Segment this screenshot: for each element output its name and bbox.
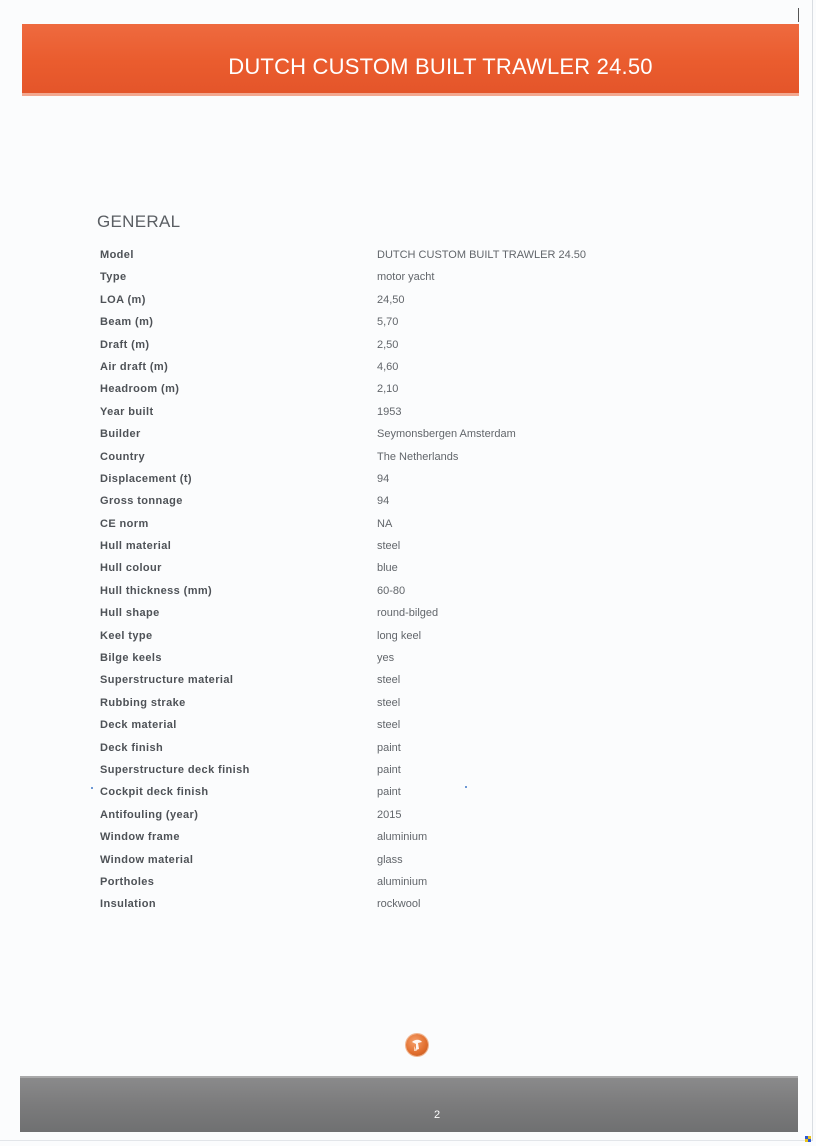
spec-value: 4,60 <box>377 360 399 373</box>
spec-label: Antifouling (year) <box>100 808 199 821</box>
spec-row <box>100 630 660 652</box>
spec-row <box>100 719 660 741</box>
spec-value: glass <box>377 853 403 866</box>
spec-label: Insulation <box>100 898 156 911</box>
spec-label: Deck material <box>100 719 177 732</box>
spec-value: 1953 <box>377 405 402 418</box>
spec-label: Rubbing strake <box>100 696 186 709</box>
spec-value: 94 <box>377 495 390 508</box>
spec-table <box>100 249 660 921</box>
crop-mark <box>798 8 799 22</box>
spec-value: The Netherlands <box>377 450 459 463</box>
spec-label: Deck finish <box>100 741 164 754</box>
spec-label: Builder <box>100 428 141 441</box>
spec-value: motor yacht <box>377 271 435 284</box>
spec-label: CE norm <box>100 517 149 530</box>
spec-label: Hull thickness (mm) <box>100 584 213 597</box>
spec-label: Hull material <box>100 540 172 553</box>
spec-value: 94 <box>377 472 390 485</box>
spec-label: Draft (m) <box>100 338 150 351</box>
spec-row <box>100 383 660 405</box>
spec-value: 2,10 <box>377 383 399 396</box>
spec-value: rockwool <box>377 898 421 911</box>
spec-row <box>100 809 660 831</box>
spec-label: Window frame <box>100 831 180 844</box>
spec-label: Model <box>100 249 134 261</box>
spec-value: aluminium <box>377 831 428 844</box>
footer-band <box>20 1076 798 1132</box>
spec-row <box>100 898 660 920</box>
spec-value: steel <box>377 719 401 732</box>
spec-label: Superstructure deck finish <box>100 763 250 776</box>
spec-value: aluminium <box>377 875 428 888</box>
spec-value: yes <box>377 652 395 665</box>
spec-row <box>100 562 660 584</box>
spec-value: 5,70 <box>377 316 399 329</box>
document-title: DUTCH CUSTOM BUILT TRAWLER 24.50 <box>228 54 653 79</box>
spec-label: Air draft (m) <box>100 360 169 373</box>
spec-value: blue <box>377 562 398 575</box>
spec-label: Hull colour <box>100 562 162 575</box>
spec-label: Displacement (t) <box>100 472 192 485</box>
spec-value: steel <box>377 540 401 553</box>
spec-row <box>100 786 660 808</box>
spec-value: steel <box>377 696 401 709</box>
spec-label: Year built <box>100 405 154 418</box>
page-number: 2 <box>433 1109 441 1121</box>
spec-value: steel <box>377 674 401 687</box>
spec-label: Hull shape <box>100 607 160 620</box>
spec-row <box>100 294 660 316</box>
spec-row <box>100 473 660 495</box>
spec-row <box>100 876 660 898</box>
spec-value: paint <box>377 786 401 799</box>
spec-row <box>100 652 660 674</box>
spec-value: DUTCH CUSTOM BUILT TRAWLER 24.50 <box>377 249 587 261</box>
spec-row <box>100 697 660 719</box>
spec-label: Superstructure material <box>100 674 234 687</box>
spec-value: 2,50 <box>377 338 399 351</box>
scan-speck <box>91 787 93 789</box>
spec-row <box>100 585 660 607</box>
spec-label: Portholes <box>100 875 155 888</box>
spec-label: Gross tonnage <box>100 495 183 508</box>
spec-value: paint <box>377 763 401 776</box>
spec-value: NA <box>377 517 393 530</box>
spec-row <box>100 518 660 540</box>
spec-row <box>100 361 660 383</box>
spec-row <box>100 607 660 629</box>
spec-value: 2015 <box>377 808 402 821</box>
spec-row <box>100 428 660 450</box>
spec-row <box>100 249 660 271</box>
spec-label: Cockpit deck finish <box>100 786 209 799</box>
spec-row <box>100 495 660 517</box>
spec-row <box>100 854 660 876</box>
spec-value: 24,50 <box>377 293 405 306</box>
scan-speck <box>465 786 467 788</box>
section-title: GENERAL <box>97 212 181 231</box>
spec-label: Headroom (m) <box>100 383 180 396</box>
spec-row <box>100 451 660 473</box>
spec-value: paint <box>377 741 401 754</box>
spec-label: Window material <box>100 853 194 866</box>
spec-row <box>100 540 660 562</box>
spec-label: LOA (m) <box>100 293 146 306</box>
spec-value: Seymonsbergen Amsterdam <box>377 428 516 441</box>
spec-label: Beam (m) <box>100 316 154 329</box>
spec-row <box>100 271 660 293</box>
spec-value: long keel <box>377 629 422 642</box>
spec-row <box>100 831 660 853</box>
spec-row <box>100 316 660 338</box>
spec-label: Keel type <box>100 629 153 642</box>
spec-row <box>100 674 660 696</box>
color-calibration-mark <box>805 1136 811 1142</box>
spec-row <box>100 742 660 764</box>
header-band <box>22 24 799 96</box>
spec-value: round-bilged <box>377 607 439 620</box>
spec-label: Type <box>100 271 127 284</box>
spec-value: 60-80 <box>377 584 406 597</box>
spec-label: Bilge keels <box>100 652 162 665</box>
brand-logo-icon <box>406 1034 428 1056</box>
spec-row <box>100 339 660 361</box>
spec-row <box>100 764 660 786</box>
spec-row <box>100 406 660 428</box>
spec-label: Country <box>100 450 145 463</box>
